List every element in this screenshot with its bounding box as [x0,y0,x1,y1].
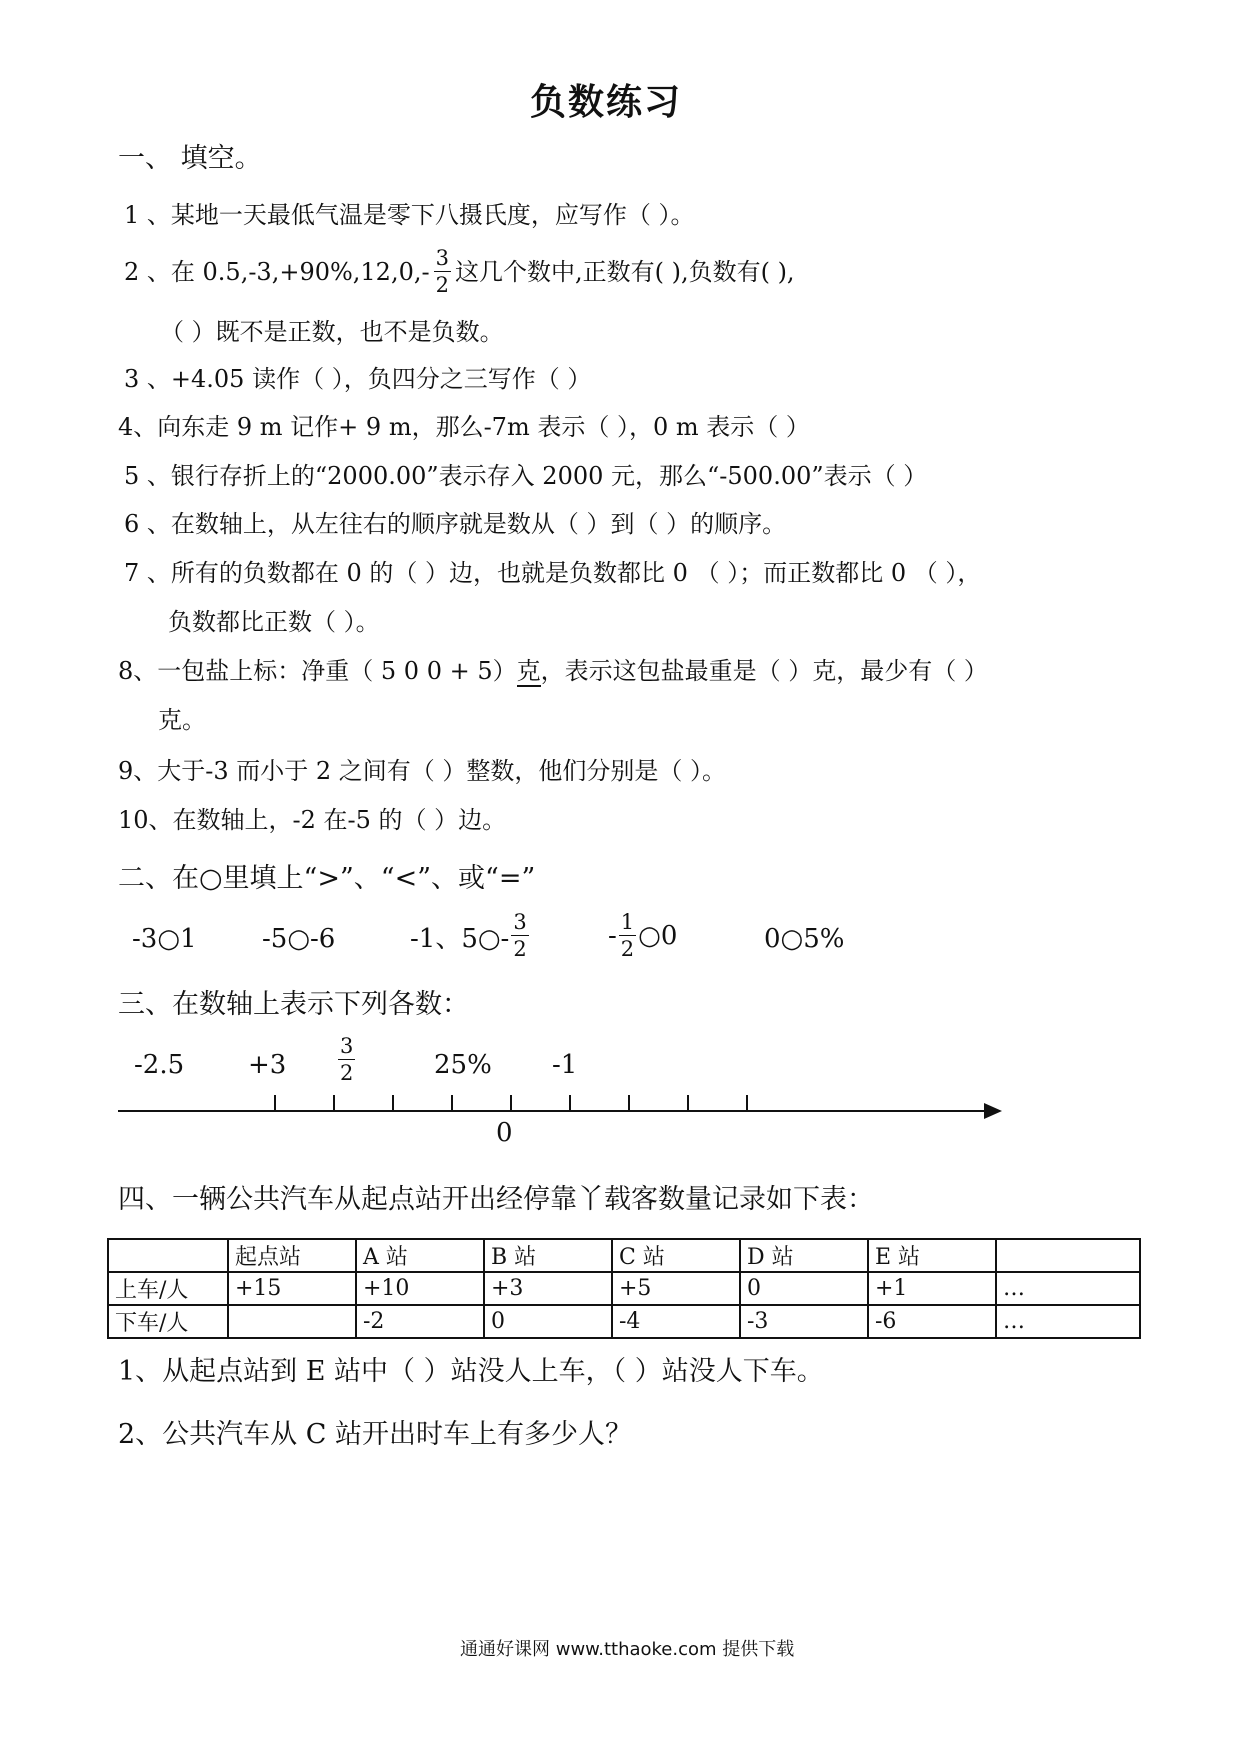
table-cell [228,1305,356,1338]
table-header-cell: C 站 [612,1239,740,1272]
section-3-heading: 三、在数轴上表示下列各数： [118,989,469,1020]
table-header-cell: D 站 [740,1239,868,1272]
question-2-fraction [434,248,451,296]
compare-item-4-prefix: - [608,921,617,951]
compare-item-4-text: ○0 [638,921,678,951]
question-10: 10、在数轴上，-2 在-5 的（ ）边。 [118,806,507,834]
axis-tick [628,1095,630,1111]
question-2 [124,248,795,296]
question-4: 4、向东走 9 m 记作+ 9 m，那么-7m 表示（ ），0 m 表示（ ） [118,413,810,441]
table-row [108,1305,1140,1338]
axis-tick [510,1095,512,1111]
fraction-denominator: 2 [340,1061,354,1085]
axis-tick [274,1095,276,1111]
section-4-heading: 四、一辆公共汽车从起点站开出经停靠丫载客数量记录如下表： [118,1184,874,1215]
number-line [118,1110,990,1112]
fraction-denominator: 2 [513,937,527,961]
axis-tick [392,1095,394,1111]
fraction-numerator: 3 [340,1034,354,1058]
table-header-row [108,1239,1140,1272]
question-8-after: ，表示这包盐最重是（ ）克，最少有（ ） [540,657,988,685]
table-header-cell: B 站 [484,1239,612,1272]
axis-number-1: -2.5 [134,1050,185,1080]
compare-item-4-fraction [619,912,636,960]
section-4-question-2: 2、公共汽车从 C 站开出时车上有多少人？ [118,1419,633,1450]
compare-item-3 [410,912,531,960]
compare-item-1: -3○1 [132,924,197,954]
table-cell: +10 [356,1272,484,1305]
table-cell: -2 [356,1305,484,1338]
fraction-numerator: 3 [435,246,449,270]
table-cell: 0 [740,1272,868,1305]
question-6: 6 、在数轴上，从左往右的顺序就是数从（ ）到（ ）的顺序。 [124,510,787,538]
zero-label: 0 [496,1118,513,1148]
compare-item-4 [608,912,677,960]
table-cell: 下车/人 [108,1305,228,1338]
axis-tick [569,1095,571,1111]
question-8-before: 8、一包盐上标：净重（ 5 0 0 + 5） [118,657,517,685]
page-title: 负数练习 [530,82,683,123]
table-header-cell: 起点站 [228,1239,356,1272]
compare-item-2: -5○-6 [262,924,336,954]
fraction-numerator: 3 [513,910,527,934]
table-cell: -6 [868,1305,996,1338]
axis-tick [746,1095,748,1111]
table-cell: +1 [868,1272,996,1305]
compare-item-3-text: -1、5○- [410,923,510,954]
table-cell: -3 [740,1305,868,1338]
axis-tick [451,1095,453,1111]
question-8-continued: 克。 [158,706,206,734]
question-8-unit: 克 [516,657,541,685]
section-1-heading: 一、 填空。 [118,143,262,174]
table-header-cell: A 站 [356,1239,484,1272]
question-3: 3 、+4.05 读作（ ），负四分之三写作（ ） [124,365,592,393]
section-4-question-1: 1、从起点站到 E 站中（ ）站没人上车，（ ）站没人下车。 [118,1356,824,1387]
arrow-right-icon [984,1102,1004,1120]
axis-tick [687,1095,689,1111]
table-header-cell [996,1239,1140,1272]
table-cell: +15 [228,1272,356,1305]
fraction-denominator: 2 [435,273,449,297]
footer-text: 通通好课网 www.tthaoke.com 提供下载 [460,1639,795,1660]
axis-number-2: +3 [248,1050,287,1080]
table-header-cell: E 站 [868,1239,996,1272]
question-2-before: 2 、在 0.5,-3,+90%,12,0,- [124,258,430,286]
table-cell: -4 [612,1305,740,1338]
compare-item-5: 0○5% [764,924,845,954]
fraction-numerator: 1 [620,910,635,934]
table-cell: … [996,1305,1140,1338]
question-9: 9、大于-3 而小于 2 之间有（ ）整数，他们分别是（ ）。 [118,757,727,785]
table-cell: … [996,1272,1140,1305]
question-2-continued: （ ）既不是正数，也不是负数。 [160,318,504,346]
axis-tick [333,1095,335,1111]
question-2-after: 这几个数中,正数有( ),负数有( ), [454,258,795,286]
question-8 [118,656,988,686]
question-1: 1 、某地一天最低气温是零下八摄氏度，应写作（ ）。 [124,201,695,229]
question-7: 7 、所有的负数都在 0 的（ ）边，也就是负数都比 0 （ ）；而正数都比 0 （ ）， [124,559,982,587]
fraction-denominator: 2 [620,937,635,961]
axis-number-5: -1 [552,1050,578,1080]
table-cell: +5 [612,1272,740,1305]
table-header-cell [108,1239,228,1272]
table-cell: +3 [484,1272,612,1305]
axis-number-3-fraction [338,1036,355,1084]
section-2-heading: 二、在○里填上“>”、“<”、或“=” [118,863,536,894]
question-5: 5 、银行存折上的“2000.00”表示存入 2000 元，那么“-500.00”表示（ ） [124,462,928,490]
axis-number-4: 25% [434,1050,492,1080]
table-cell: 上车/人 [108,1272,228,1305]
question-7-continued: 负数都比正数（ ）。 [168,608,380,636]
table-cell: 0 [484,1305,612,1338]
compare-item-3-fraction [511,912,528,960]
table-row [108,1272,1140,1305]
axis-number-3 [336,1036,357,1084]
bus-passenger-table [107,1238,1141,1339]
